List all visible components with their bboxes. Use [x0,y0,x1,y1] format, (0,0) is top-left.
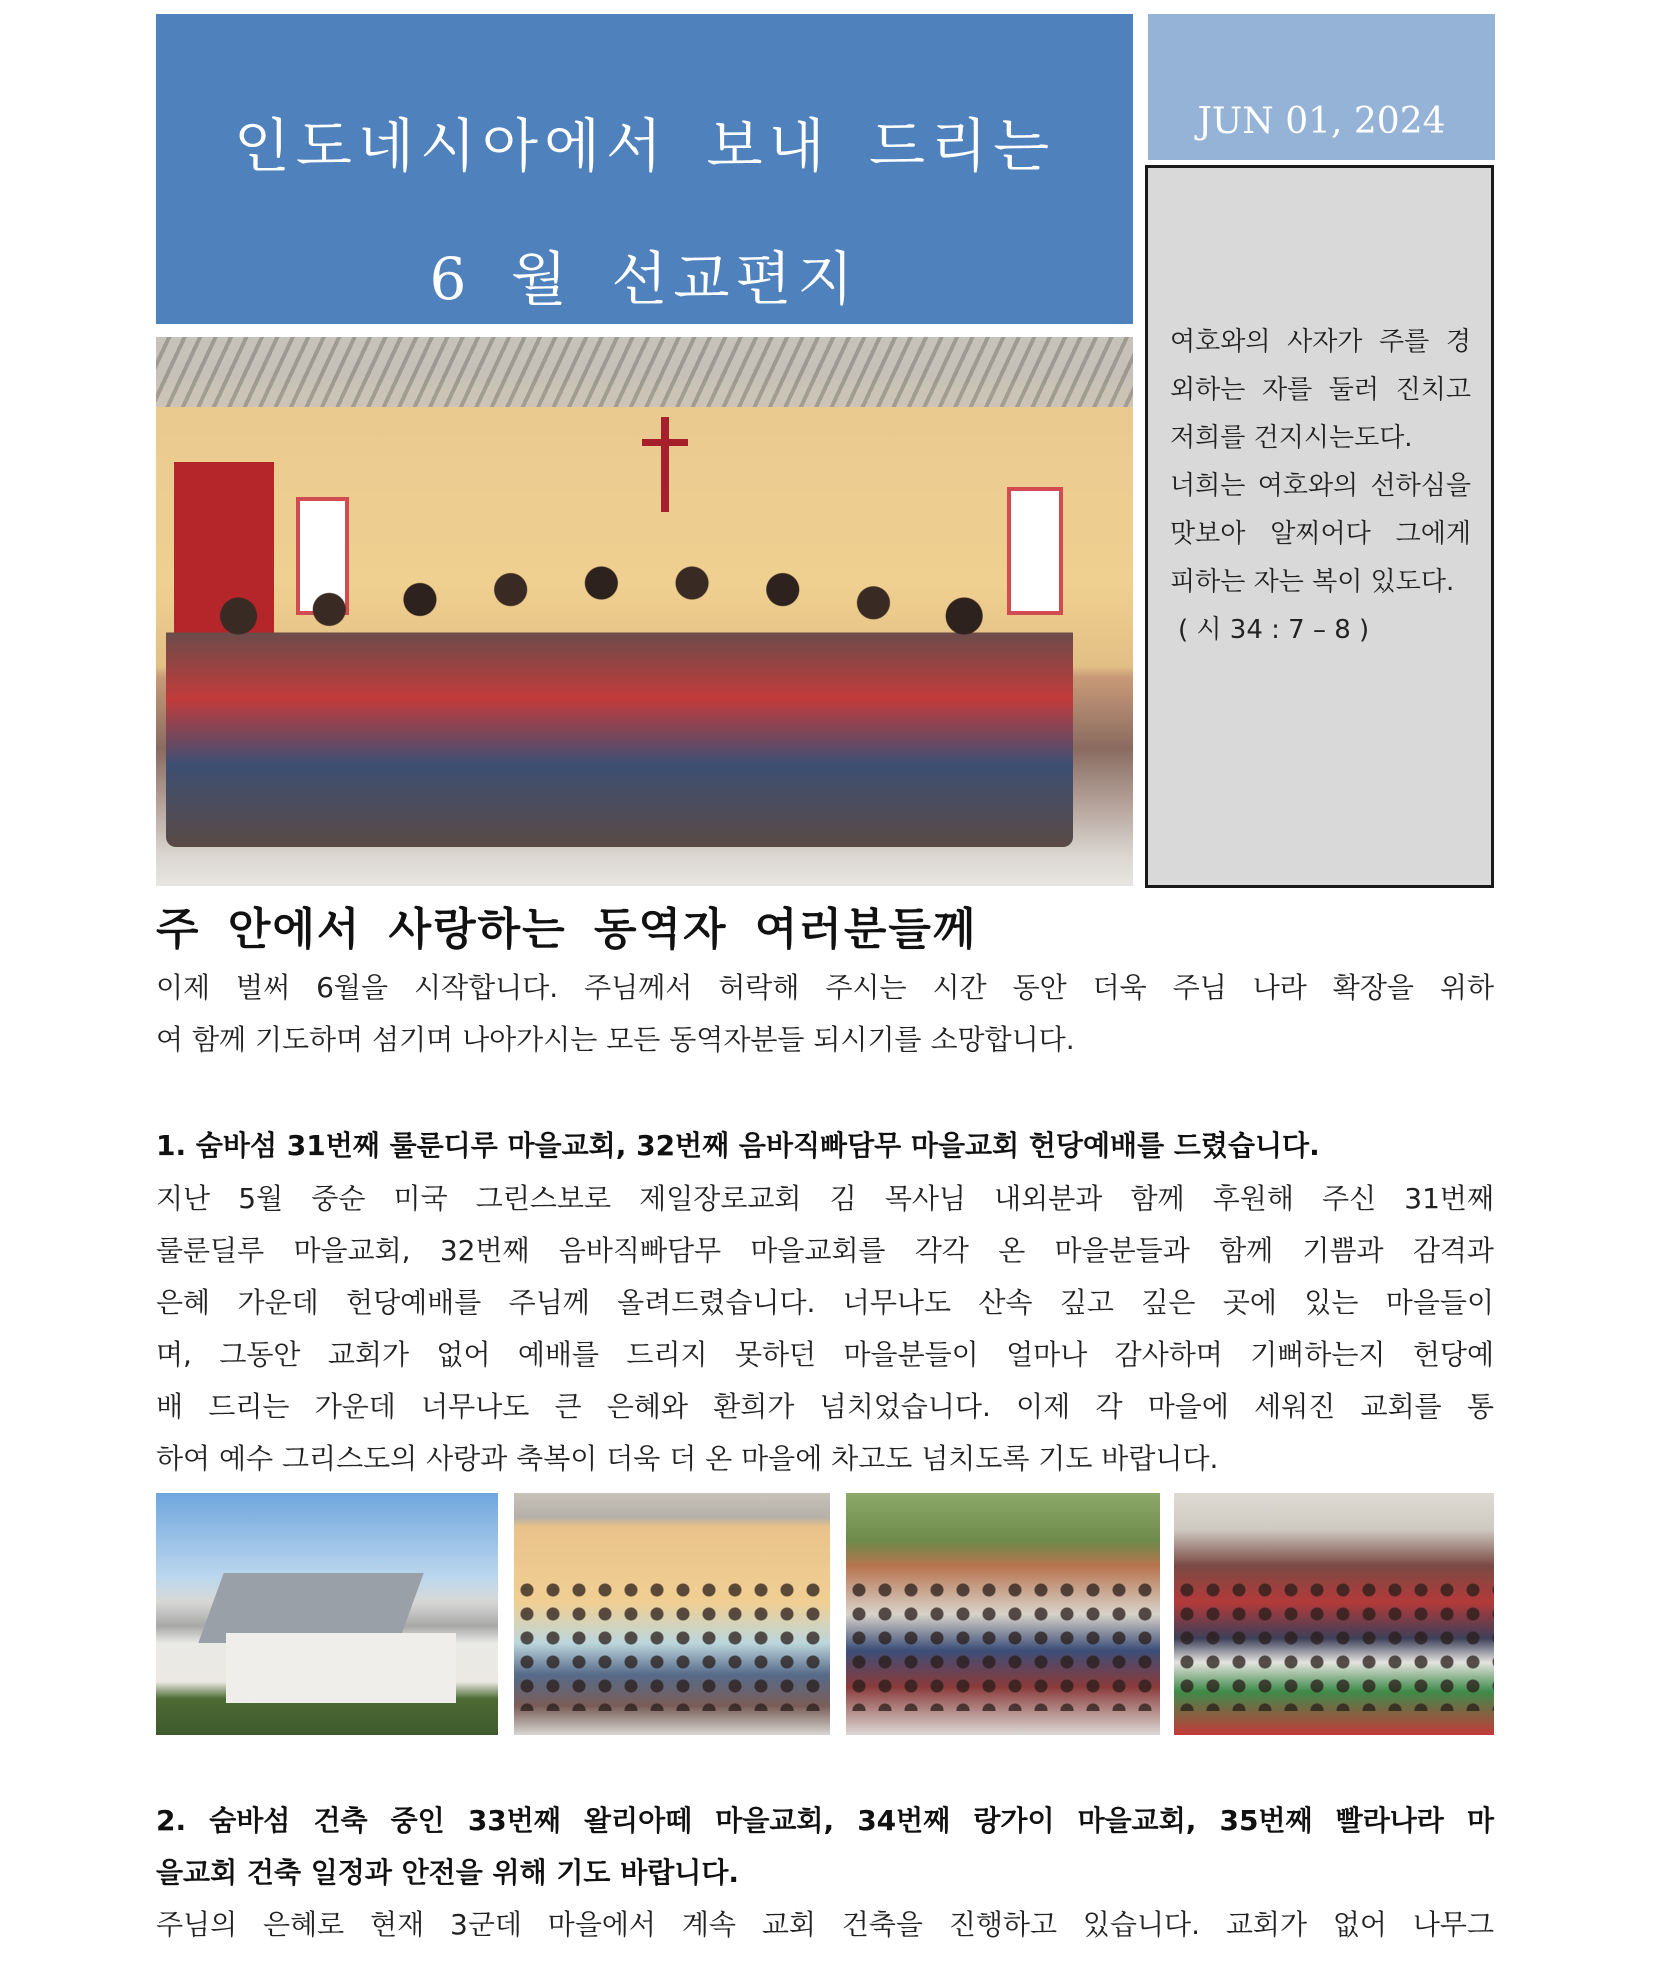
verse-text [1170,318,1471,654]
greeting-line-2: 여 함께 기도하며 섬기며 나아가시는 모든 동역자분들 되시기를 소망합니다. [156,1023,1075,1056]
section-1-title-text: 1. 숨바섬 31번째 룰룬디루 마을교회, 32번째 음바직빠담무 마을교회 헌당예배를 드렸습니다. [156,1129,1320,1162]
verse-line-2: 너희는 여호와의 선하심을 맛보아 알찌어다 그에게 피하는 자는 복이 있도다. [1170,471,1471,597]
title-line-2: 6 월 선교편지 [429,245,860,313]
dedication-service-photo [1174,1493,1494,1735]
church-exterior-photo [156,1493,498,1735]
date-banner [1148,14,1495,160]
verse-line-1: 여호와의 사자가 주를 경외하는 자를 둘러 진치고 저희를 건지시는도다. [1170,327,1471,453]
ceremony-people [846,1578,1160,1711]
verse-box [1145,165,1494,888]
church-wall [226,1633,456,1703]
section-2-title-line-2: 을교회 건축 일정과 안전을 위해 기도 바랍니다. [156,1856,740,1889]
verse-reference: ( 시 34 : 7 – 8 ) [1178,615,1370,645]
church-interior-worship-photo [514,1493,830,1735]
section-2-body [156,1899,1494,1951]
section-1-line-2: 룰룬딜루 마을교회, 32번째 음바직빠담무 마을교회를 각각 온 마을분들과 함께 기쁨과 감격과 [156,1234,1494,1267]
greeting-line-1: 이제 벌써 6월을 시작합니다. 주님께서 허락해 주시는 시간 동안 더욱 주님 나라 확장을 위하 [156,971,1494,1004]
section-2-title [156,1795,1494,1899]
section-1-line-6: 하여 예수 그리스도의 사랑과 축복이 더욱 더 온 마을에 차고도 넘치도록 기도 바랍니다. [156,1442,1219,1475]
section-2-title-line-1: 2. 숨바섬 건축 중인 33번째 왈리아떼 마을교회, 34번째 랑가이 마을교회, 35번째 빨라나라 마 [156,1804,1494,1837]
section-1-line-1: 지난 5월 중순 미국 그린스보로 제일장로교회 김 목사님 내외분과 함께 후원해 주신 31번째 [156,1182,1494,1215]
section-1-body [156,1173,1494,1485]
greeting-paragraph [156,962,1494,1066]
cross-icon-bar [642,439,688,446]
ribbon-cutting-photo [846,1493,1160,1735]
worshippers [1174,1578,1494,1711]
section-1-line-5: 배 드리는 가운데 너무나도 큰 은혜와 환희가 넘치었습니다. 이제 각 마을에 세워진 교회를 통 [156,1390,1494,1423]
section-2-line-1: 주님의 은혜로 현재 3군데 마을에서 계속 교회 건축을 진행하고 있습니다. 교회가 없어 나무그 [156,1908,1494,1941]
cross-icon [661,417,669,512]
section-1-line-3: 은혜 가운데 헌당예배를 주님께 올려드렸습니다. 너무나도 산속 깊고 깊은 곳에 있는 마을들이 [156,1286,1494,1319]
main-church-group-photo [156,337,1133,886]
section-1-line-4: 며, 그동안 교회가 없어 예배를 드리지 못하던 마을분들이 얼마나 감사하며 기뻐하는지 헌당예 [156,1338,1494,1371]
congregation [514,1578,830,1711]
greeting-heading: 주 안에서 사랑하는 동역자 여러분들께 [156,904,978,955]
title-banner [156,14,1133,324]
title-line-1: 인도네시아에서 보내 드리는 [233,112,1056,180]
photo-roof [156,337,1133,407]
section-1-title [156,1120,1494,1172]
date-text: JUN 01, 2024 [1197,101,1446,142]
photo-crowd [166,517,1073,847]
